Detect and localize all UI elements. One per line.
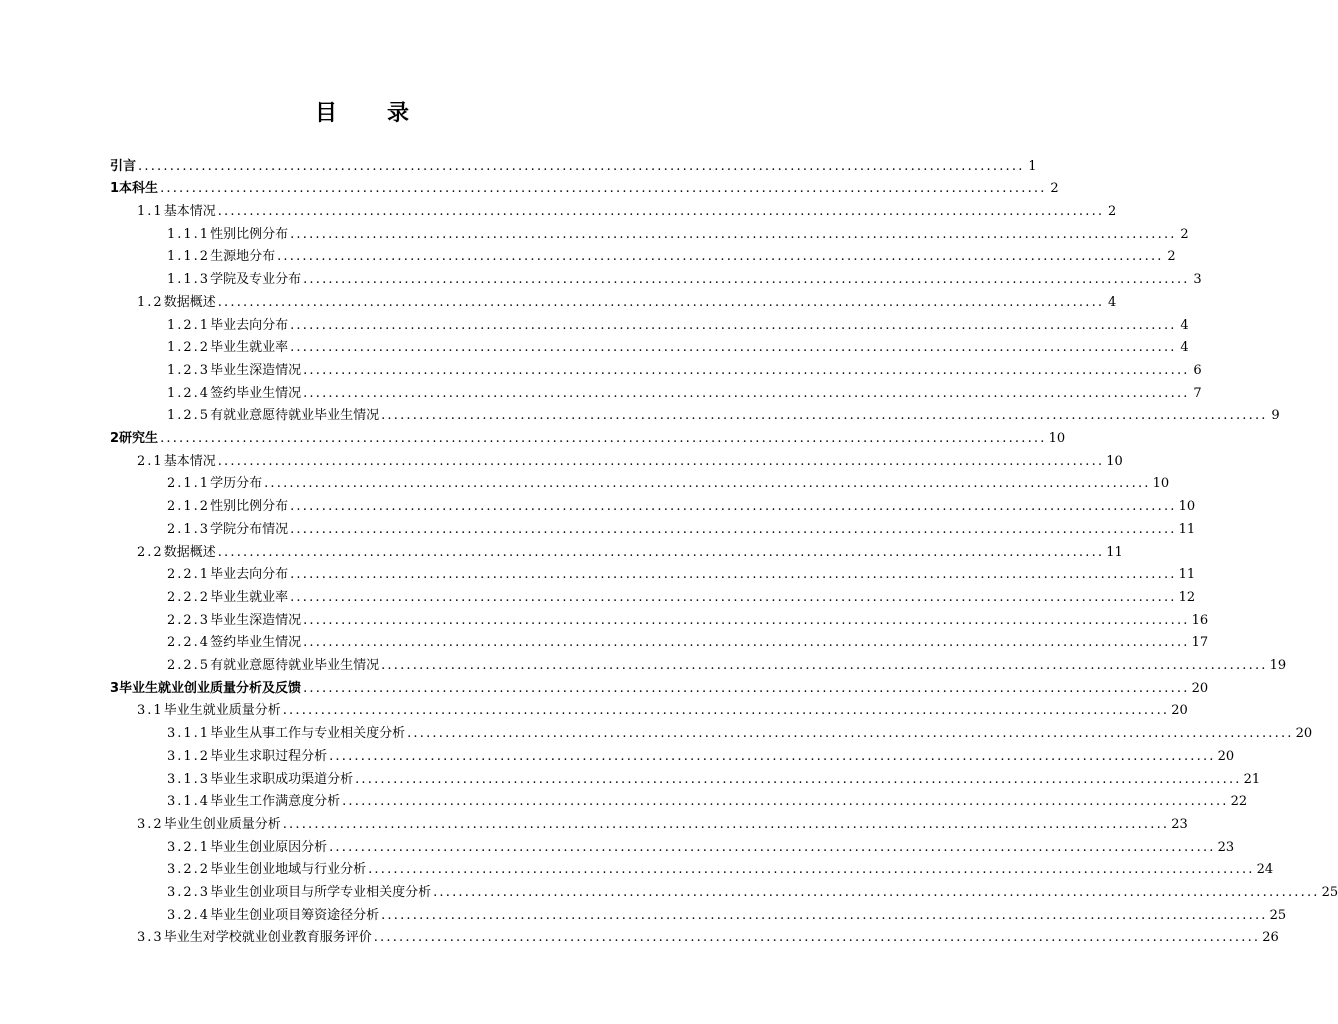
toc-entry-title: 签约毕业生情况 <box>210 385 302 401</box>
toc-leader-dots: ............................................................................................................................................ <box>217 544 1105 560</box>
toc-entry-number: 2 <box>110 431 120 447</box>
toc-entry-number: 3.2.2 <box>167 862 211 878</box>
toc-entry-title: 毕业生创业地域与行业分析 <box>210 862 367 878</box>
toc-entry-page: 23 <box>1217 839 1235 855</box>
toc-entry-page: 4 <box>1180 317 1189 333</box>
toc-entry[interactable] <box>167 311 1189 334</box>
toc-entry[interactable] <box>137 447 1123 470</box>
toc-entry[interactable] <box>137 538 1123 561</box>
toc-entry-title: 生源地分布 <box>210 249 276 265</box>
toc-entry-title: 毕业生就业质量分析 <box>163 703 281 719</box>
toc-entry[interactable] <box>137 810 1188 833</box>
toc-entry-title: 学院分布情况 <box>210 521 289 537</box>
toc-entry-number: 2.2.3 <box>167 612 211 628</box>
toc-entry-page: 16 <box>1191 612 1209 628</box>
toc-entry-page: 20 <box>1191 680 1209 696</box>
toc-leader-dots: ............................................................................................................................................ <box>407 726 1294 742</box>
toc-entry-page: 22 <box>1230 794 1248 810</box>
toc-entry-title: 毕业生求职过程分析 <box>210 748 328 764</box>
toc-leader-dots: ............................................................................................................................................ <box>138 158 1025 174</box>
toc-entry-number: 2.1.1 <box>167 476 211 492</box>
toc-entry-page: 20 <box>1217 748 1235 764</box>
toc-entry-page: 19 <box>1269 658 1287 674</box>
toc-entry-title: 毕业生就业率 <box>210 589 289 605</box>
toc-entry-title: 毕业生就业创业质量分析及反馈 <box>119 680 302 696</box>
toc-entry-number: 3.3 <box>137 930 164 946</box>
toc-leader-dots: ............................................................................................................................................ <box>303 612 1190 628</box>
toc-entry[interactable] <box>167 765 1261 788</box>
toc-entry-number: 1.1.1 <box>167 226 211 242</box>
toc-entry-title: 毕业生深造情况 <box>210 362 302 378</box>
toc-entry-title: 数据概述 <box>163 294 216 310</box>
toc-entry[interactable] <box>167 788 1248 811</box>
toc-leader-dots: ............................................................................................................................................ <box>217 204 1105 220</box>
toc-leader-dots: ............................................................................................................................................ <box>381 907 1268 923</box>
toc-entry-number: 2.2.2 <box>167 589 211 605</box>
toc-leader-dots: ............................................................................................................................................ <box>303 680 1190 696</box>
toc-entry-number: 1.1 <box>137 204 164 220</box>
toc-entry-page: 11 <box>1178 521 1196 537</box>
toc-leader-dots: ............................................................................................................................................ <box>373 930 1261 946</box>
toc-leader-dots: ............................................................................................................................................ <box>355 771 1242 787</box>
toc-entry-title: 言 <box>123 158 137 174</box>
toc-entry-number: 3.1 <box>137 703 164 719</box>
toc-entry[interactable] <box>110 424 1066 447</box>
toc-entry[interactable] <box>167 742 1235 765</box>
toc-entry-page: 23 <box>1171 816 1188 832</box>
toc-entry-number: 2.1.2 <box>167 499 211 515</box>
toc-entry-title: 毕业生对学校就业创业教育服务评价 <box>163 930 372 946</box>
toc-leader-dots: ............................................................................................................................................ <box>329 748 1216 764</box>
toc-entry-number: 2.1 <box>137 453 164 469</box>
toc-entry[interactable] <box>167 561 1196 584</box>
toc-leader-dots: ............................................................................................................................................ <box>303 385 1190 401</box>
toc-entry-title: 性别比例分布 <box>210 226 289 242</box>
toc-entry-title: 基本情况 <box>163 204 216 220</box>
toc-entry-number: 引 <box>110 158 124 174</box>
toc-entry[interactable] <box>167 243 1176 266</box>
toc-entry-title: 毕业去向分布 <box>210 317 289 333</box>
toc-leader-dots: ............................................................................................................................................ <box>290 226 1177 242</box>
toc-entry[interactable] <box>167 334 1189 357</box>
toc-entry-page: 7 <box>1193 385 1202 401</box>
toc-leader-dots: ............................................................................................................................................ <box>342 794 1229 810</box>
toc-entry-number: 1.2.2 <box>167 340 211 356</box>
toc-entry-title: 有就业意愿待就业毕业生情况 <box>210 658 380 674</box>
toc-entry[interactable] <box>167 220 1189 243</box>
toc-entry-title: 签约毕业生情况 <box>210 635 302 651</box>
toc-leader-dots: ............................................................................................................................................ <box>282 703 1170 719</box>
toc-leader-dots: ............................................................................................................................................ <box>277 249 1164 265</box>
toc-entry[interactable] <box>167 901 1287 924</box>
toc-entry[interactable] <box>137 697 1188 720</box>
toc-entry-title: 毕业生创业项目与所学专业相关度分析 <box>210 885 432 901</box>
toc-entry[interactable] <box>110 175 1059 198</box>
toc-entry[interactable] <box>167 856 1274 879</box>
toc-leader-dots: ............................................................................................................................................ <box>217 294 1105 310</box>
toc-leader-dots: ............................................................................................................................................ <box>433 885 1320 901</box>
toc-entry-number: 2.2.5 <box>167 658 211 674</box>
toc-entry[interactable] <box>167 720 1313 743</box>
toc-leader-dots: ............................................................................................................................................ <box>368 862 1255 878</box>
toc-entry-number: 3.1.3 <box>167 771 211 787</box>
toc-leader-dots: ............................................................................................................................................ <box>303 272 1190 288</box>
toc-entry-page: 24 <box>1256 862 1274 878</box>
toc-entry-title: 研究生 <box>119 431 159 447</box>
toc-entry-number: 3.2.1 <box>167 839 211 855</box>
toc-entry-number: 3.1.4 <box>167 794 211 810</box>
toc-entry-number: 3.1.1 <box>167 726 211 742</box>
toc-entry-page: 10 <box>1048 431 1066 447</box>
toc-entry-page: 10 <box>1106 453 1123 469</box>
toc-entry-title: 本科生 <box>119 181 159 197</box>
toc-entry-page: 1 <box>1028 158 1037 174</box>
toc-entry-title: 学历分布 <box>210 476 263 492</box>
toc-leader-dots: ............................................................................................................................................ <box>290 317 1177 333</box>
toc-entry-number: 1.2.3 <box>167 362 211 378</box>
toc-entry-title: 基本情况 <box>163 453 216 469</box>
toc-entry-number: 2.2 <box>137 544 164 560</box>
toc-entry-number: 1.2.1 <box>167 317 211 333</box>
toc-entry[interactable] <box>167 606 1209 629</box>
toc-entry-number: 1.2.5 <box>167 408 211 424</box>
toc-entry-title: 毕业生深造情况 <box>210 612 302 628</box>
toc-leader-dots: ............................................................................................................................................ <box>303 635 1190 651</box>
title-char: 目 <box>314 101 337 126</box>
toc-leader-dots: ............................................................................................................................................ <box>303 362 1190 378</box>
toc-entry-page: 25 <box>1269 907 1287 923</box>
toc-entry-title: 数据概述 <box>163 544 216 560</box>
toc-entry[interactable] <box>167 493 1196 516</box>
toc-entry-title: 性别比例分布 <box>210 499 289 515</box>
toc-entry-title: 毕业生求职成功渠道分析 <box>210 771 354 787</box>
toc-entry-title: 毕业生工作满意度分析 <box>210 794 341 810</box>
toc-entry-number: 1.2.4 <box>167 385 211 401</box>
toc-leader-dots: ............................................................................................................................................ <box>290 567 1177 583</box>
toc-leader-dots: ............................................................................................................................................ <box>329 839 1216 855</box>
toc-entry-page: 2 <box>1167 249 1176 265</box>
toc-leader-dots: ............................................................................................................................................ <box>282 816 1170 832</box>
toc-entry-number: 3.2.4 <box>167 907 211 923</box>
toc-entry-number: 2.2.1 <box>167 567 211 583</box>
toc-entry[interactable] <box>167 651 1287 674</box>
toc-entry[interactable] <box>137 197 1117 220</box>
toc-entry[interactable] <box>167 878 1338 901</box>
toc-entry-title: 毕业生创业原因分析 <box>210 839 328 855</box>
toc-entry-number: 1.1.3 <box>167 272 211 288</box>
toc-entry[interactable] <box>167 629 1209 652</box>
toc-entry[interactable] <box>167 379 1202 402</box>
toc-leader-dots: ............................................................................................................................................ <box>290 340 1177 356</box>
toc-entry-page: 12 <box>1178 589 1196 605</box>
toc-leader-dots: ............................................................................................................................................ <box>160 431 1047 447</box>
toc-entry[interactable] <box>137 924 1279 947</box>
toc-entry-page: 17 <box>1191 635 1209 651</box>
toc-leader-dots: ............................................................................................................................................ <box>290 499 1177 515</box>
toc-entry-title: 学院及专业分布 <box>210 272 302 288</box>
toc-leader-dots: ............................................................................................................................................ <box>290 521 1177 537</box>
toc-entry-page: 26 <box>1262 930 1279 946</box>
toc-leader-dots: ............................................................................................................................................ <box>217 453 1105 469</box>
toc-entry-page: 6 <box>1193 362 1202 378</box>
toc-leader-dots: ............................................................................................................................................ <box>264 476 1151 492</box>
toc-entry-page: 20 <box>1295 726 1313 742</box>
toc-entry-page: 21 <box>1243 771 1261 787</box>
toc-entry-number: 1.1.2 <box>167 249 211 265</box>
toc-entry[interactable] <box>110 152 1037 175</box>
toc-entry-page: 3 <box>1193 272 1202 288</box>
toc-leader-dots: ............................................................................................................................................ <box>381 658 1268 674</box>
toc-leader-dots: ............................................................................................................................................ <box>381 408 1268 424</box>
title-char: 录 <box>387 101 410 126</box>
toc-entry-title: 有就业意愿待就业毕业生情况 <box>210 408 380 424</box>
toc-entry-number: 1 <box>110 181 120 197</box>
toc-entry[interactable] <box>167 583 1196 606</box>
toc-entry[interactable] <box>167 356 1202 379</box>
toc-entry[interactable] <box>167 266 1202 289</box>
toc-entry[interactable] <box>110 674 1209 697</box>
toc-entry-title: 毕业生就业率 <box>210 340 289 356</box>
toc-entry-page: 11 <box>1106 544 1123 560</box>
toc-entry-page: 2 <box>1107 204 1117 220</box>
toc-entry-page: 20 <box>1171 703 1188 719</box>
toc-entry-page: 10 <box>1152 476 1170 492</box>
toc-entry-title: 毕业生从事工作与专业相关度分析 <box>210 726 406 742</box>
toc-entry-page: 4 <box>1180 340 1189 356</box>
toc-entry[interactable] <box>167 402 1280 425</box>
toc-leader-dots: ............................................................................................................................................ <box>290 589 1177 605</box>
toc-entry-title: 毕业生创业项目筹资途径分析 <box>210 907 380 923</box>
toc-entry-number: 3.1.2 <box>167 748 211 764</box>
toc-entry-page: 11 <box>1178 567 1196 583</box>
toc-entry-number: 1.2 <box>137 294 164 310</box>
toc-entry-page: 2 <box>1050 181 1059 197</box>
toc-entry-number: 3.2.3 <box>167 885 211 901</box>
toc-entry[interactable] <box>167 833 1235 856</box>
toc-entry-page: 10 <box>1178 499 1196 515</box>
toc-entry-number: 3 <box>110 680 120 696</box>
toc-entry-title: 毕业生创业质量分析 <box>163 816 281 832</box>
toc-entry[interactable] <box>167 470 1170 493</box>
toc-entry-number: 2.2.4 <box>167 635 211 651</box>
toc-leader-dots: ............................................................................................................................................ <box>160 181 1047 197</box>
toc-entry-page: 4 <box>1107 294 1117 310</box>
toc-entry-title: 毕业去向分布 <box>210 567 289 583</box>
toc-entry[interactable] <box>137 288 1117 311</box>
toc-entry-page: 9 <box>1271 408 1280 424</box>
toc-entry-page: 25 <box>1321 885 1338 901</box>
toc-title <box>0 96 724 127</box>
toc-entry[interactable] <box>167 515 1196 538</box>
toc-entry-page: 2 <box>1180 226 1189 242</box>
toc-entry-number: 2.1.3 <box>167 521 211 537</box>
toc-entry-number: 3.2 <box>137 816 164 832</box>
